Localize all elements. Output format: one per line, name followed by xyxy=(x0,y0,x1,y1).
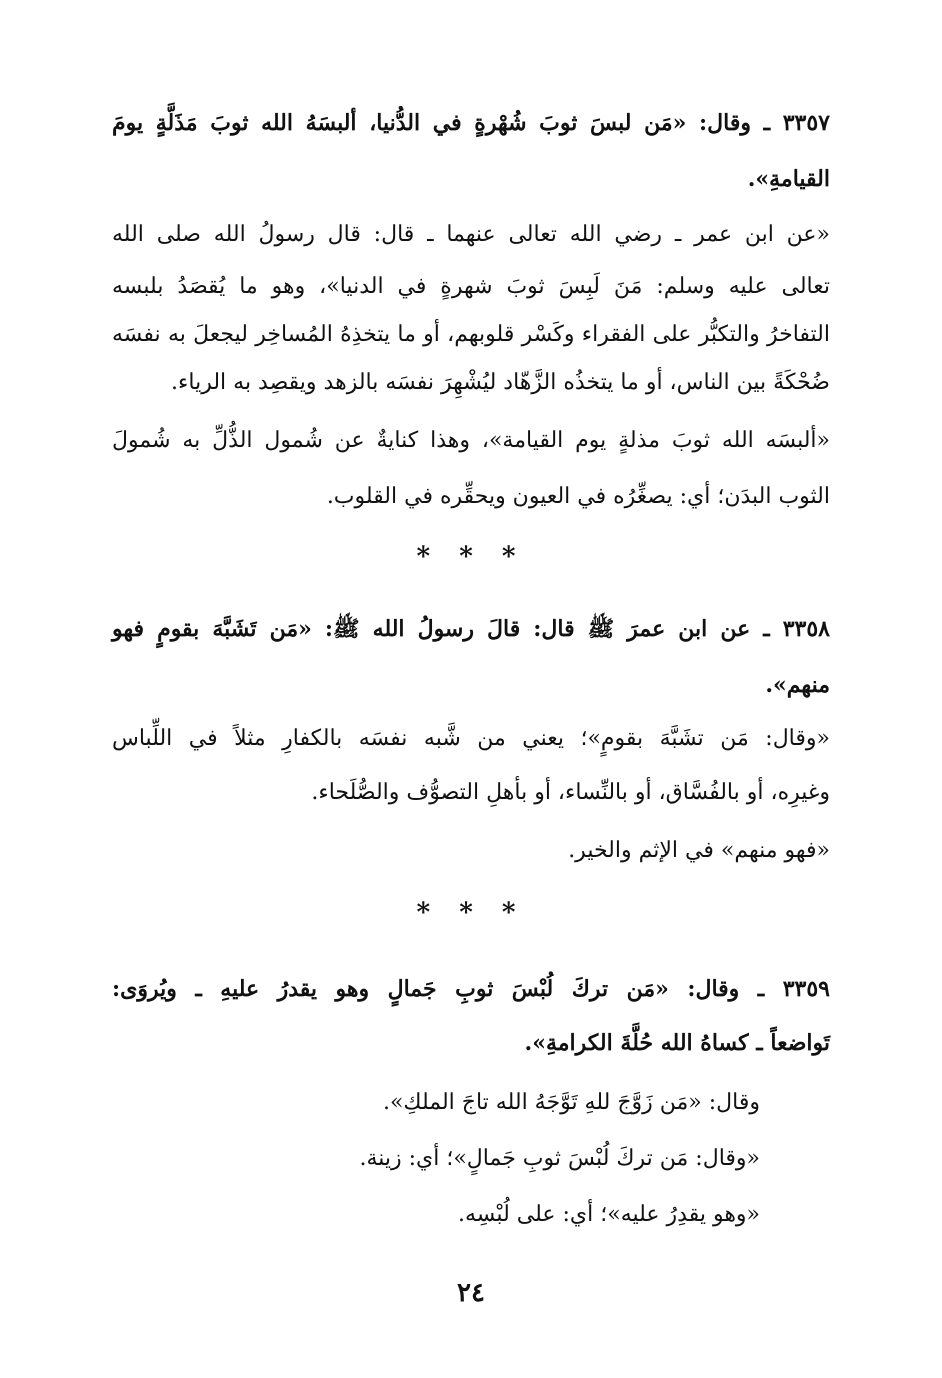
page-number: ٢٤ xyxy=(457,1278,485,1308)
commentary-line: الثوب البدَن؛ أي: يصغِّرُه في العيون ويحقِّره في القلوب. xyxy=(326,484,830,509)
hadith-3357-line-2: القيامةِ». xyxy=(747,166,830,192)
note-line: «وقال: مَن تركَ لُبْسَ ثوبِ جَمالٍ»؛ أي: زينة. xyxy=(359,1146,760,1171)
commentary-line: تعالى عليه وسلم: مَنَ لَبِسَ ثوبَ شهرةٍ في الدنيا»، وهو ما يُقصَدُ بلبسه xyxy=(112,274,830,299)
commentary-line: وغيرِه، أو بالفُسَّاق، أو بالنِّساء، أو بأهلِ التصوُّف والصُّلَحاء. xyxy=(311,780,830,805)
commentary-line: «عن ابن عمر ـ رضي الله تعالى عنهما ـ قال: قال رسولُ الله صلى الله xyxy=(112,222,830,247)
hadith-3359-line-1: ٣٣٥٩ ـ وقال: «مَن تركَ لُبْسَ ثوبِ جَمالٍ وهو يقدرُ عليهِ ـ ويُروَى: xyxy=(112,976,830,1002)
commentary-line: ضُحْكَةً بين الناس، أو ما يتخذُه الزَّهّاد ليُشْهِرَ نفسَه بالزهد ويقصِد به الرياء. xyxy=(171,370,830,395)
hadith-3357-line-1: ٣٣٥٧ ـ وقال: «مَن لبسَ ثوبَ شُهْرةٍ في الدُّنيا، ألبسَهُ الله ثوبَ مَذَلَّةٍ يومَ xyxy=(112,110,830,136)
hadith-3358-line-2: منهم». xyxy=(765,672,830,698)
hadith-3359-line-2: تَواضعاً ـ كساهُ الله حُلَّةَ الكرامةِ». xyxy=(524,1030,830,1056)
section-separator: * * * xyxy=(416,898,526,928)
commentary-line: «ألبسَه الله ثوبَ مذلةٍ يوم القيامة»، وهذا كنايةٌ عن شُمول الذُّلِّ به شُمولَ xyxy=(112,428,830,453)
note-line: وقال: «مَن زَوَّجَ للهِ تَوَّجَهُ الله تاجَ الملكِ». xyxy=(382,1090,760,1115)
commentary-line: «وقال: مَن تشَبَّهَ بقومٍ»؛ يعني من شَّبه نفسَه بالكفارِ مثلاً في اللِّباس xyxy=(112,726,830,751)
hadith-3358-line-1: ٣٣٥٨ ـ عن ابن عمرَ ﷺ قال: قالَ رسولُ الله ﷺ: «مَن تَشَبَّهَ بقومٍ فهو xyxy=(112,616,830,642)
section-separator: * * * xyxy=(416,542,526,572)
commentary-line: «فهو منهم» في الإثم والخير. xyxy=(568,838,830,863)
commentary-line: التفاخرُ والتكبُّر على الفقراء وكَسْر قلوبهم، أو ما يتخذِهُ المُساخِر ليجعلَ به نفسَه xyxy=(112,322,830,347)
note-line: «وهو يقدِرُ عليه»؛ أي: على لُبْسِه. xyxy=(458,1202,760,1227)
